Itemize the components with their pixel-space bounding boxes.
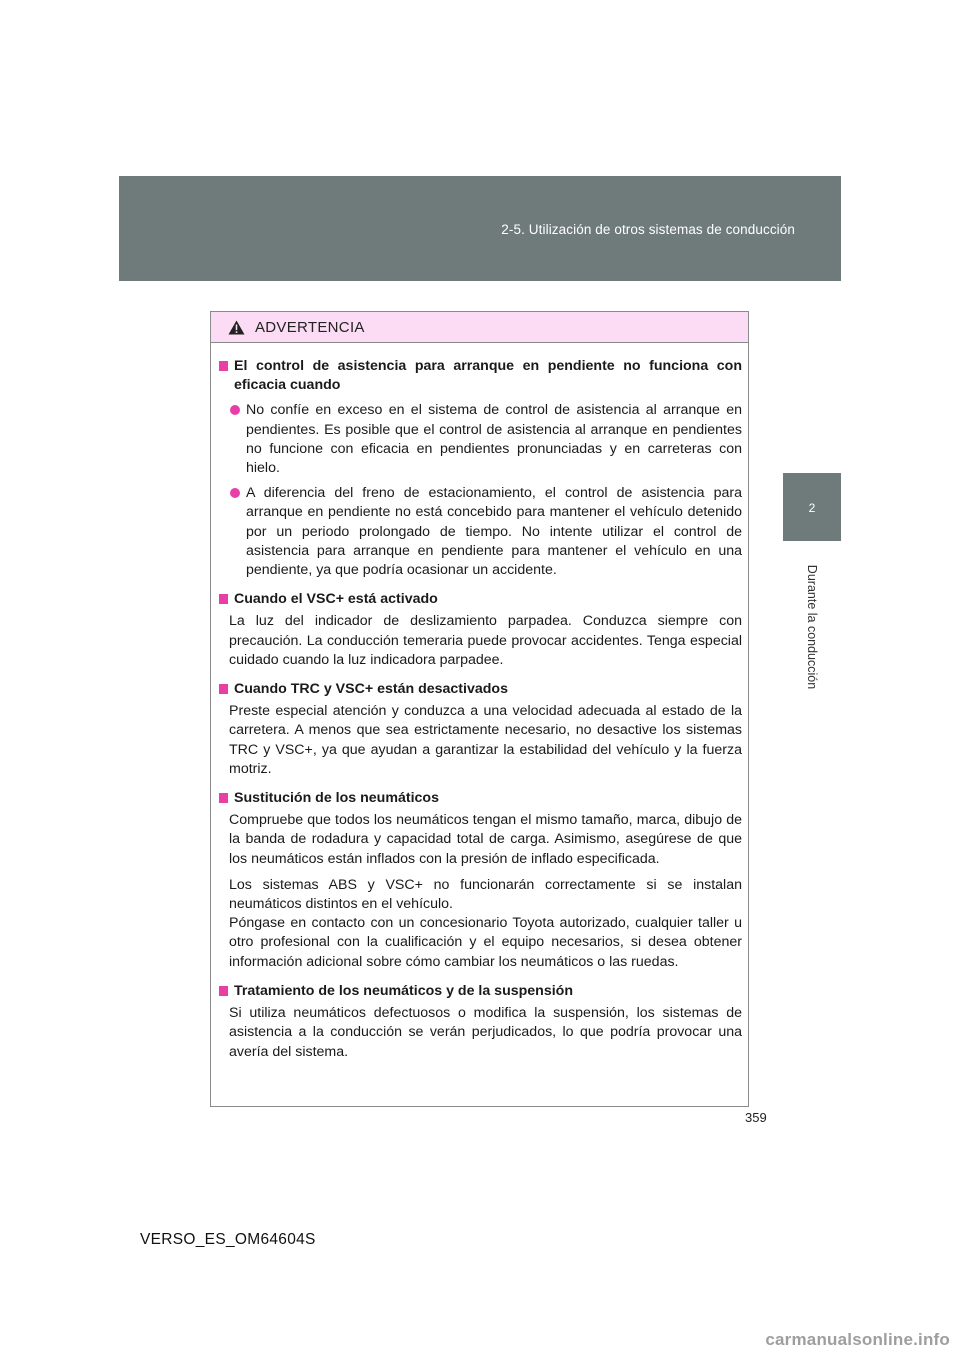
warning-paragraph: Compruebe que todos los neumáticos tengan el mismo tamaño, marca, dibujo de la banda de rodadura y capacidad total de carga. Asimismo, asegúrese de que los neumáticos están inflados con la presión de inflado especificada. [229, 812, 742, 867]
warning-paragraph: Si utiliza neumáticos defectuosos o modifica la suspensión, los sistemas de asistencia a la conducción se verán perjudicados, lo que podría provocar una avería del sistema. [229, 1005, 742, 1060]
section-gap [217, 670, 742, 676]
section-gap [217, 779, 742, 785]
chapter-tab [783, 473, 841, 541]
warning-section-heading: Cuando el VSC+ está activado [217, 590, 742, 609]
warning-bullet-text: No confíe en exceso en el sistema de control de asistencia al arranque en pendientes. Es posible que el control de asistencia al arranque en pendientes no funcione con eficacia en pendientes pronunciadas y en carreteras con hielo. [246, 402, 742, 477]
document-code: VERSO_ES_OM64604S [140, 1231, 316, 1248]
warning-triangle-icon [228, 320, 245, 335]
section-gap [217, 1062, 742, 1068]
chapter-number: 2 [808, 501, 816, 515]
warning-paragraph: Los sistemas ABS y VSC+ no funcionarán correctamente si se instalan neumáticos distintos en el vehículo. Póngase en contacto con un concesionario Toyota autorizado, cualquier taller u otro profesional con la cualificación y el equipo necesarios, si desea obtener información adicional sobre cómo cambiar los neumáticos o las ruedas. [229, 876, 742, 970]
warning-body [211, 343, 748, 1068]
chapter-label: Durante la conducción [805, 564, 819, 690]
bullet-dot-icon [230, 405, 240, 415]
section-gap [217, 972, 742, 978]
warning-title: ADVERTENCIA [255, 318, 365, 336]
chapter-label-container [797, 548, 827, 698]
warning-header [211, 312, 748, 343]
warning-paragraph: La luz del indicador de deslizamiento parpadea. Conduzca siempre con precaución. La conducción temeraria puede provocar accidentes. Tenga especial cuidado cuando la luz indicadora parpadee. [229, 613, 742, 668]
warning-bullet-item [217, 484, 742, 580]
warning-bullet-text: A diferencia del freno de estacionamiento, el control de asistencia para arranque en pendiente no está concebido para mantener el vehículo detenido por un periodo prolongado de tiempo. No intente utilizar el control de asistencia para arranque en pendiente para mantener el vehículo en una pendiente, ya que podría ocasionar un accidente. [246, 485, 742, 579]
warning-section-heading: Cuando TRC y VSC+ están desactivados [217, 680, 742, 699]
warning-section-heading: Sustitución de los neumáticos [217, 789, 742, 808]
page-number: 359 [745, 1110, 767, 1125]
watermark: carmanualsonline.info [765, 1330, 950, 1349]
warning-section-heading: El control de asistencia para arranque en pendiente no funciona con eficacia cuando [217, 357, 742, 395]
bullet-dot-icon [230, 488, 240, 498]
warning-paragraph: Preste especial atención y conduzca a una velocidad adecuada al estado de la carretera. A menos que sea estrictamente necesario, no desactive los sistemas TRC y VSC+, ya que ayudan a garantizar la estabilidad del vehículo y la fuerza motriz. [229, 703, 742, 777]
header-band [119, 176, 841, 281]
warning-bullet-item [217, 401, 742, 478]
section-title: 2-5. Utilización de otros sistemas de conducción [501, 222, 795, 237]
section-gap [217, 580, 742, 586]
warning-section-heading: Tratamiento de los neumáticos y de la suspensión [217, 982, 742, 1001]
warning-box [210, 311, 749, 1107]
